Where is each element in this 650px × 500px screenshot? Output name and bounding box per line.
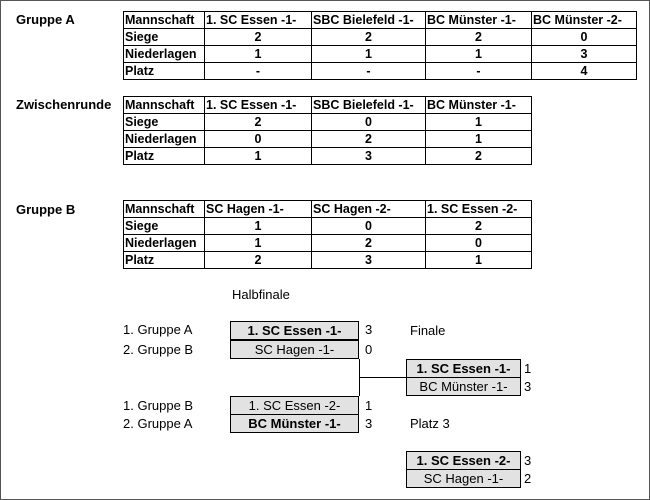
team-header: BC Münster -1- xyxy=(426,12,532,29)
table-row xyxy=(124,114,532,131)
final-score2: 3 xyxy=(524,379,532,394)
table-row xyxy=(124,29,637,46)
group-b-table xyxy=(123,200,532,269)
cell-value: 0 xyxy=(426,235,532,252)
cell-value: 2 xyxy=(205,114,312,131)
table-row xyxy=(124,218,532,235)
cell-value: 2 xyxy=(312,131,426,148)
row-label: Platz xyxy=(124,63,205,80)
semi1-team2-box: SC Hagen -1- xyxy=(230,340,359,359)
table-row xyxy=(124,63,637,80)
cell-value: 2 xyxy=(426,218,532,235)
semi2-seed2: 2. Gruppe A xyxy=(123,416,193,431)
cell-value: 1 xyxy=(426,114,532,131)
team-header: SC Hagen -2- xyxy=(312,201,426,218)
third-team1-box: 1. SC Essen -2- xyxy=(406,451,521,470)
cell-value: 3 xyxy=(312,148,426,165)
cell-value: 2 xyxy=(426,29,532,46)
cell-value: 1 xyxy=(205,218,312,235)
bracket-connector-horizontal xyxy=(359,377,406,378)
team-header: 1. SC Essen -2- xyxy=(426,201,532,218)
cell-value: 2 xyxy=(312,29,426,46)
cell-value: 1 xyxy=(205,235,312,252)
table-row xyxy=(124,131,532,148)
cell-value: 1 xyxy=(205,46,312,63)
row-label: Siege xyxy=(124,218,205,235)
semi2-seed1: 1. Gruppe B xyxy=(123,398,194,413)
halbfinale-label: Halbfinale xyxy=(232,287,290,302)
zwischenrunde-table xyxy=(123,96,532,165)
cell-value: 1 xyxy=(205,148,312,165)
cell-value: 4 xyxy=(532,63,637,80)
column-header: Mannschaft xyxy=(124,12,205,29)
semi1-seed2: 2. Gruppe B xyxy=(123,342,194,357)
team-header: SBC Bielefeld -1- xyxy=(312,97,426,114)
semi1-score2: 0 xyxy=(365,342,373,357)
row-label: Niederlagen xyxy=(124,131,205,148)
third-team2-box: SC Hagen -1- xyxy=(406,469,521,488)
cell-value: - xyxy=(312,63,426,80)
table-header-row xyxy=(124,12,637,29)
team-header: SBC Bielefeld -1- xyxy=(312,12,426,29)
table-row xyxy=(124,252,532,269)
row-label: Niederlagen xyxy=(124,235,205,252)
row-label: Siege xyxy=(124,114,205,131)
final-team2-box: BC Münster -1- xyxy=(406,377,521,396)
cell-value: 2 xyxy=(205,29,312,46)
cell-value: 1 xyxy=(426,252,532,269)
third-score1: 3 xyxy=(524,453,532,468)
final-team1-box: 1. SC Essen -1- xyxy=(406,359,521,378)
group-b-title: Gruppe B xyxy=(16,202,76,217)
cell-value: 1 xyxy=(312,46,426,63)
team-header: BC Münster -1- xyxy=(426,97,532,114)
cell-value: 0 xyxy=(312,114,426,131)
cell-value: 3 xyxy=(312,252,426,269)
table-row xyxy=(124,148,532,165)
team-header: SC Hagen -1- xyxy=(205,201,312,218)
semi2-team2-box: BC Münster -1- xyxy=(230,414,359,433)
semi1-score1: 3 xyxy=(365,322,373,337)
team-header: 1. SC Essen -1- xyxy=(205,97,312,114)
zwischenrunde-title: Zwischenrunde xyxy=(16,97,112,112)
cell-value: - xyxy=(205,63,312,80)
cell-value: 0 xyxy=(532,29,637,46)
column-header: Mannschaft xyxy=(124,201,205,218)
platz3-label: Platz 3 xyxy=(410,416,450,431)
table-row xyxy=(124,235,532,252)
group-a-title: Gruppe A xyxy=(16,12,75,27)
table-header-row xyxy=(124,201,532,218)
cell-value: 0 xyxy=(312,218,426,235)
table-header-row xyxy=(124,97,532,114)
cell-value: 2 xyxy=(312,235,426,252)
table-row xyxy=(124,46,637,63)
final-score1: 1 xyxy=(524,361,532,376)
row-label: Platz xyxy=(124,252,205,269)
row-label: Niederlagen xyxy=(124,46,205,63)
cell-value: 2 xyxy=(426,148,532,165)
row-label: Platz xyxy=(124,148,205,165)
semi2-score2: 3 xyxy=(365,416,373,431)
cell-value: 1 xyxy=(426,131,532,148)
cell-value: 1 xyxy=(426,46,532,63)
cell-value: - xyxy=(426,63,532,80)
semi2-team1-box: 1. SC Essen -2- xyxy=(230,396,359,415)
team-header: 1. SC Essen -1- xyxy=(205,12,312,29)
cell-value: 3 xyxy=(532,46,637,63)
semi1-team1-box: 1. SC Essen -1- xyxy=(230,321,359,340)
third-score2: 2 xyxy=(524,471,532,486)
group-a-table xyxy=(123,11,637,80)
row-label: Siege xyxy=(124,29,205,46)
finale-label: Finale xyxy=(410,323,446,338)
cell-value: 0 xyxy=(205,131,312,148)
semi1-seed1: 1. Gruppe A xyxy=(123,322,193,337)
column-header: Mannschaft xyxy=(124,97,205,114)
team-header: BC Münster -2- xyxy=(532,12,637,29)
semi2-score1: 1 xyxy=(365,398,373,413)
cell-value: 2 xyxy=(205,252,312,269)
